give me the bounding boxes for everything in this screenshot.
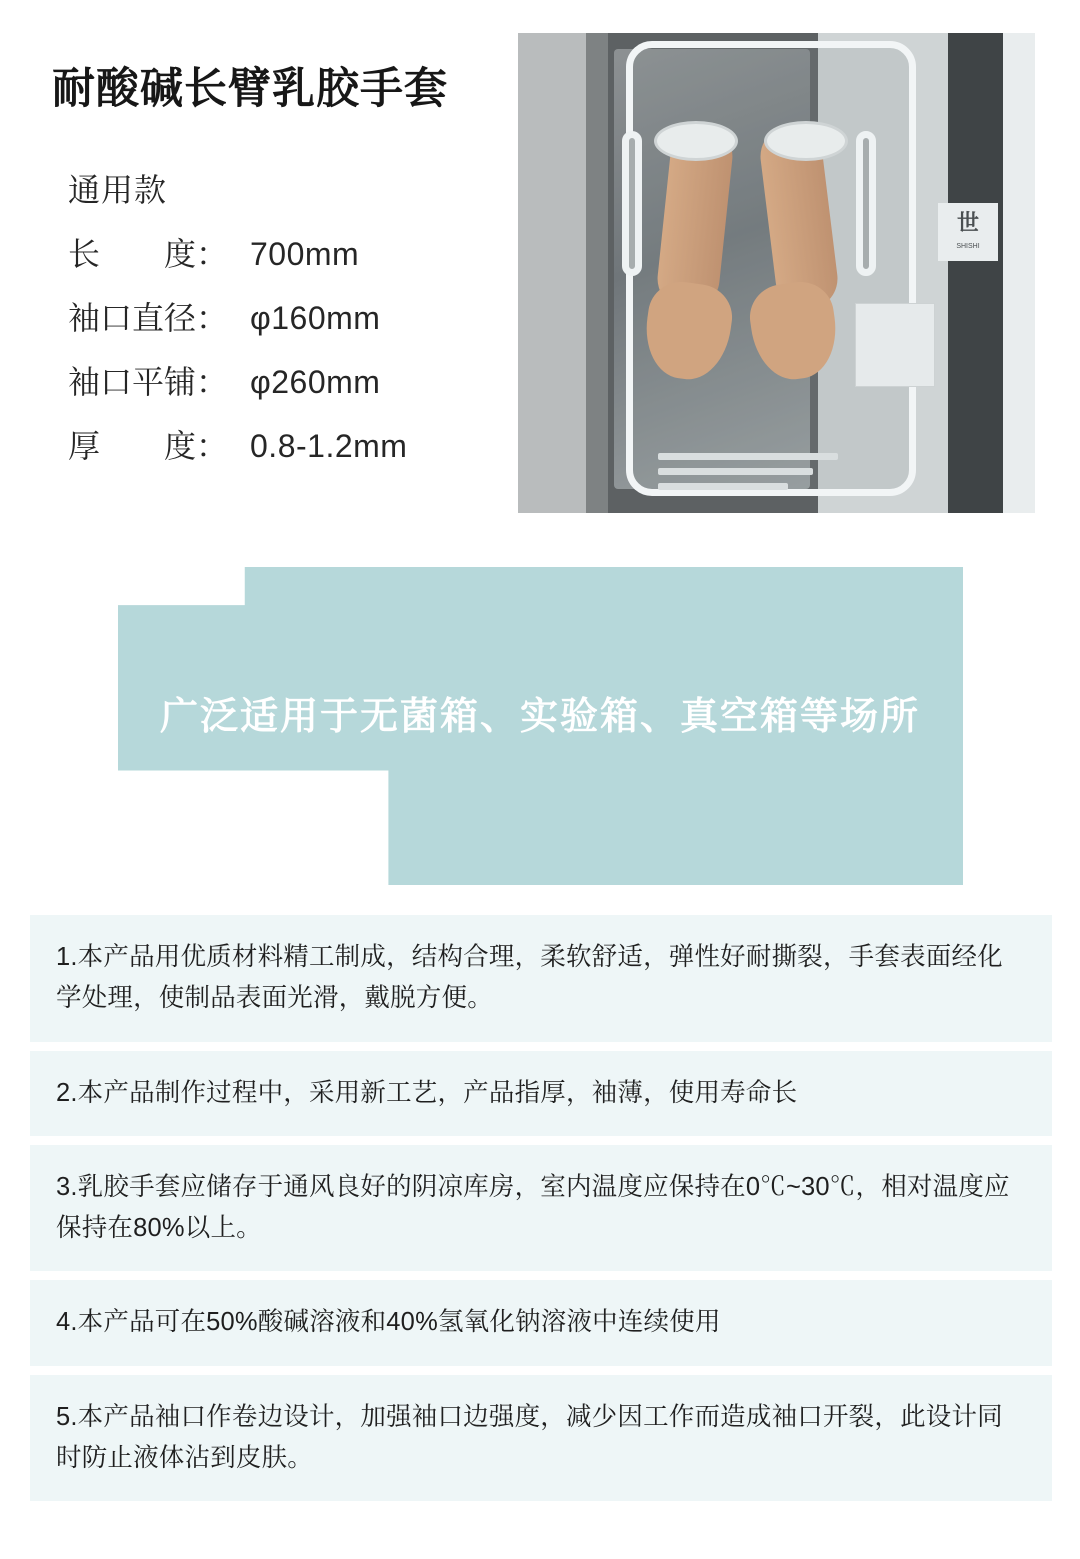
- page-title: 耐酸碱长臂乳胶手套: [52, 65, 448, 113]
- product-photo: [518, 33, 1035, 513]
- spec-label-length: 长 度：: [68, 236, 229, 272]
- glove-cuff-right: [764, 121, 848, 161]
- spec-value-cuff-diameter: φ160mm: [250, 300, 381, 336]
- brand-logo-text: 世: [956, 210, 979, 235]
- photo-background-left: [518, 33, 586, 513]
- brand-logo-subtext: SHISHI: [956, 243, 980, 250]
- spec-label-thickness: 厚 度：: [68, 428, 229, 464]
- feature-list: [30, 915, 1052, 1510]
- spec-row-length: [68, 229, 488, 275]
- spec-model-label: 通用款: [68, 172, 168, 208]
- spec-value-cuff-flat: φ260mm: [250, 364, 381, 400]
- vent-stripe: [658, 483, 788, 490]
- photo-vent-stripes: [658, 453, 838, 493]
- application-banner: [0, 540, 1080, 890]
- brand-logo: [938, 203, 998, 261]
- spec-label-cuff-diameter: 袖口直径：: [68, 300, 229, 336]
- glove-cuff-left: [654, 121, 738, 161]
- spec-value-thickness: 0.8-1.2mm: [250, 428, 408, 464]
- photo-handle-right: [856, 131, 876, 276]
- photo-handle-left: [622, 131, 642, 276]
- spec-row-cuff-diameter: [68, 293, 488, 339]
- photo-edge-right: [1003, 33, 1035, 513]
- banner-text: 广泛适用于无菌箱、实验箱、真空箱等场所: [159, 696, 920, 738]
- specification-list: [68, 165, 488, 485]
- list-item: 2.本产品制作过程中，采用新工艺，产品指厚，袖薄，使用寿命长: [30, 1051, 1052, 1136]
- photo-background-mid: [586, 33, 608, 513]
- spec-row-cuff-flat: [68, 357, 488, 403]
- product-header-section: [0, 0, 1080, 540]
- list-item: 3.乳胶手套应储存于通风良好的阴凉库房，室内温度应保持在0℃~30℃，相对温度应保持在80%以上。: [30, 1145, 1052, 1272]
- list-item: 4.本产品可在50%酸碱溶液和40%氢氧化钠溶液中连续使用: [30, 1280, 1052, 1365]
- spec-label-cuff-flat: 袖口平铺：: [68, 364, 229, 400]
- photo-label-panel: [855, 303, 935, 387]
- list-item: 5.本产品袖口作卷边设计，加强袖口边强度，减少因工作而造成袖口开裂，此设计同时防止液体沾到皮肤。: [30, 1375, 1052, 1502]
- spec-row-thickness: [68, 421, 488, 467]
- vent-stripe: [658, 453, 838, 460]
- vent-stripe: [658, 468, 813, 475]
- list-item: 1.本产品用优质材料精工制成，结构合理，柔软舒适，弹性好耐撕裂，手套表面经化学处理，使制品表面光滑，戴脱方便。: [30, 915, 1052, 1042]
- photo-panel-right: [948, 33, 1003, 513]
- spec-value-length: 700mm: [250, 236, 360, 272]
